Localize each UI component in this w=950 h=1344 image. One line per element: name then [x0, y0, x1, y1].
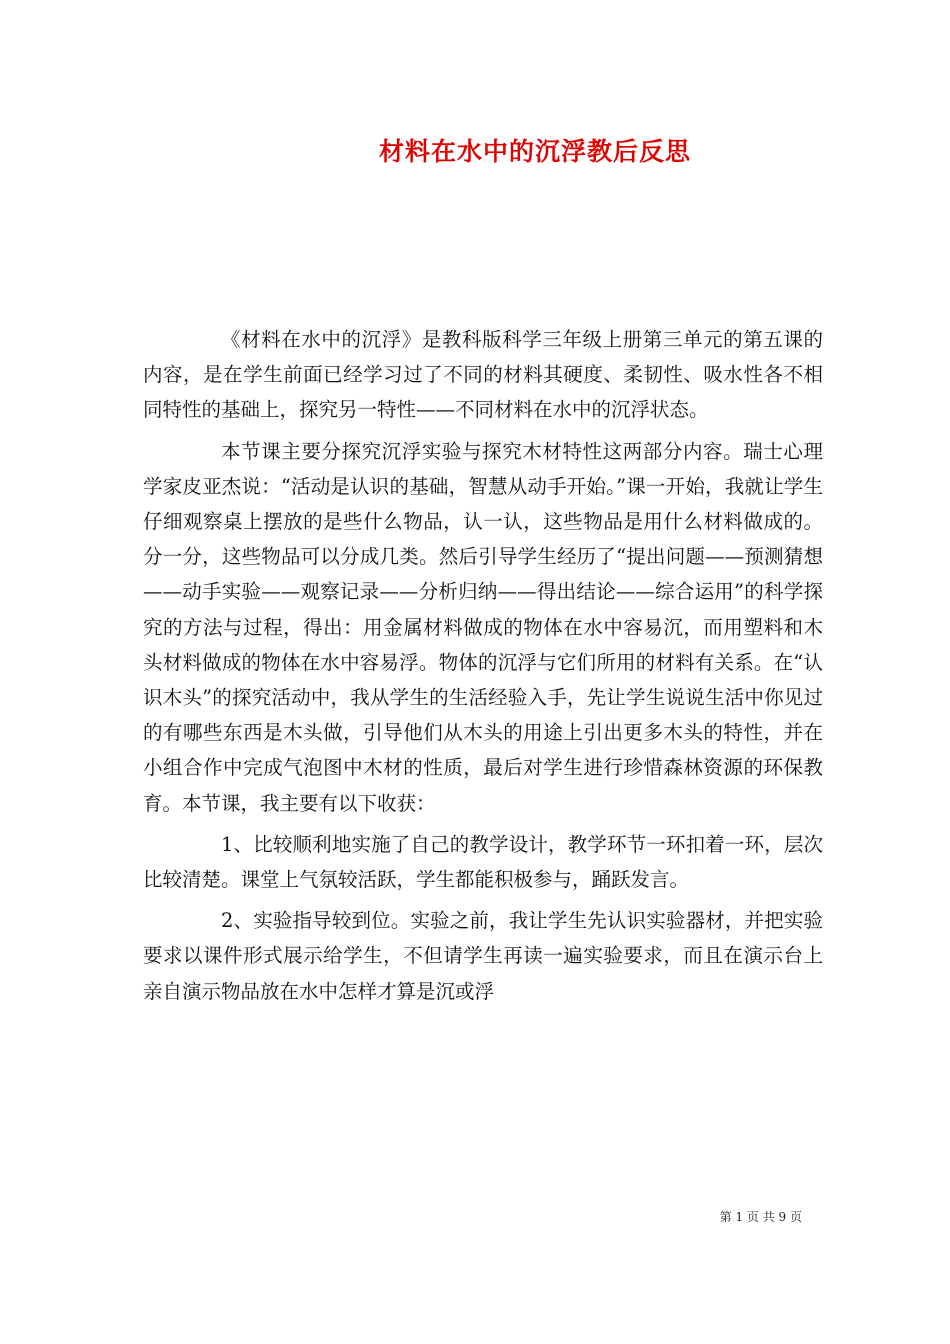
- paragraph-gain-1: 1、比较顺利地实施了自己的教学设计，教学环节一环扣着一环，层次比较清楚。课堂上气氛较活跃，学生都能积极参与，踊跃发言。: [143, 832, 823, 892]
- paragraph-gain-2: 2、实验指导较到位。实验之前，我让学生先认识实验器材，并把实验要求以课件形式展示给学生，不但请学生再读一遍实验要求，而且在演示台上亲自演示物品放在水中怎样才算是沉或浮: [143, 909, 823, 1003]
- document-title: 材料在水中的沉浮教后反思: [378, 137, 691, 166]
- page-number-footer: 第 1 页 共 9 页: [719, 1210, 802, 1224]
- document-body: [143, 322, 823, 1015]
- paragraph-intro: 《材料在水中的沉浮》是教科版科学三年级上册第三单元的第五课的内容，是在学生前面已经学习过了不同的材料其硬度、柔韧性、吸水性各不相同特性的基础上，探究另一特性——不同材料在水中的沉浮状态。: [143, 328, 823, 422]
- paragraph-content: 本节课主要分探究沉浮实验与探究木材特性这两部分内容。瑞士心理学家皮亚杰说：“活动是认识的基础，智慧从动手开始。”课一开始，我就让学生仔细观察桌上摆放的是些什么物品，认一认，这些物品是用什么材料做成的。分一分，这些物品可以分成几类。然后引导学生经历了“提出问题——预测猜想——动手实验——观察记录——分析归纳——得出结论——综合运用”的科学探究的方法与过程，得出：用金属材料做成的物体在水中容易沉，而用塑料和木头材料做成的物体在水中容易浮。物体的沉浮与它们所用的材料有关系。在“认识木头”的探究活动中，我从学生的生活经验入手，先让学生说说生活中你见过的有哪些东西是木头做，引导他们从木头的用途上引出更多木头的特性，并在小组合作中完成气泡图中木材的性质，最后对学生进行珍惜森林资源的环保教育。本节课，我主要有以下收获：: [143, 439, 823, 815]
